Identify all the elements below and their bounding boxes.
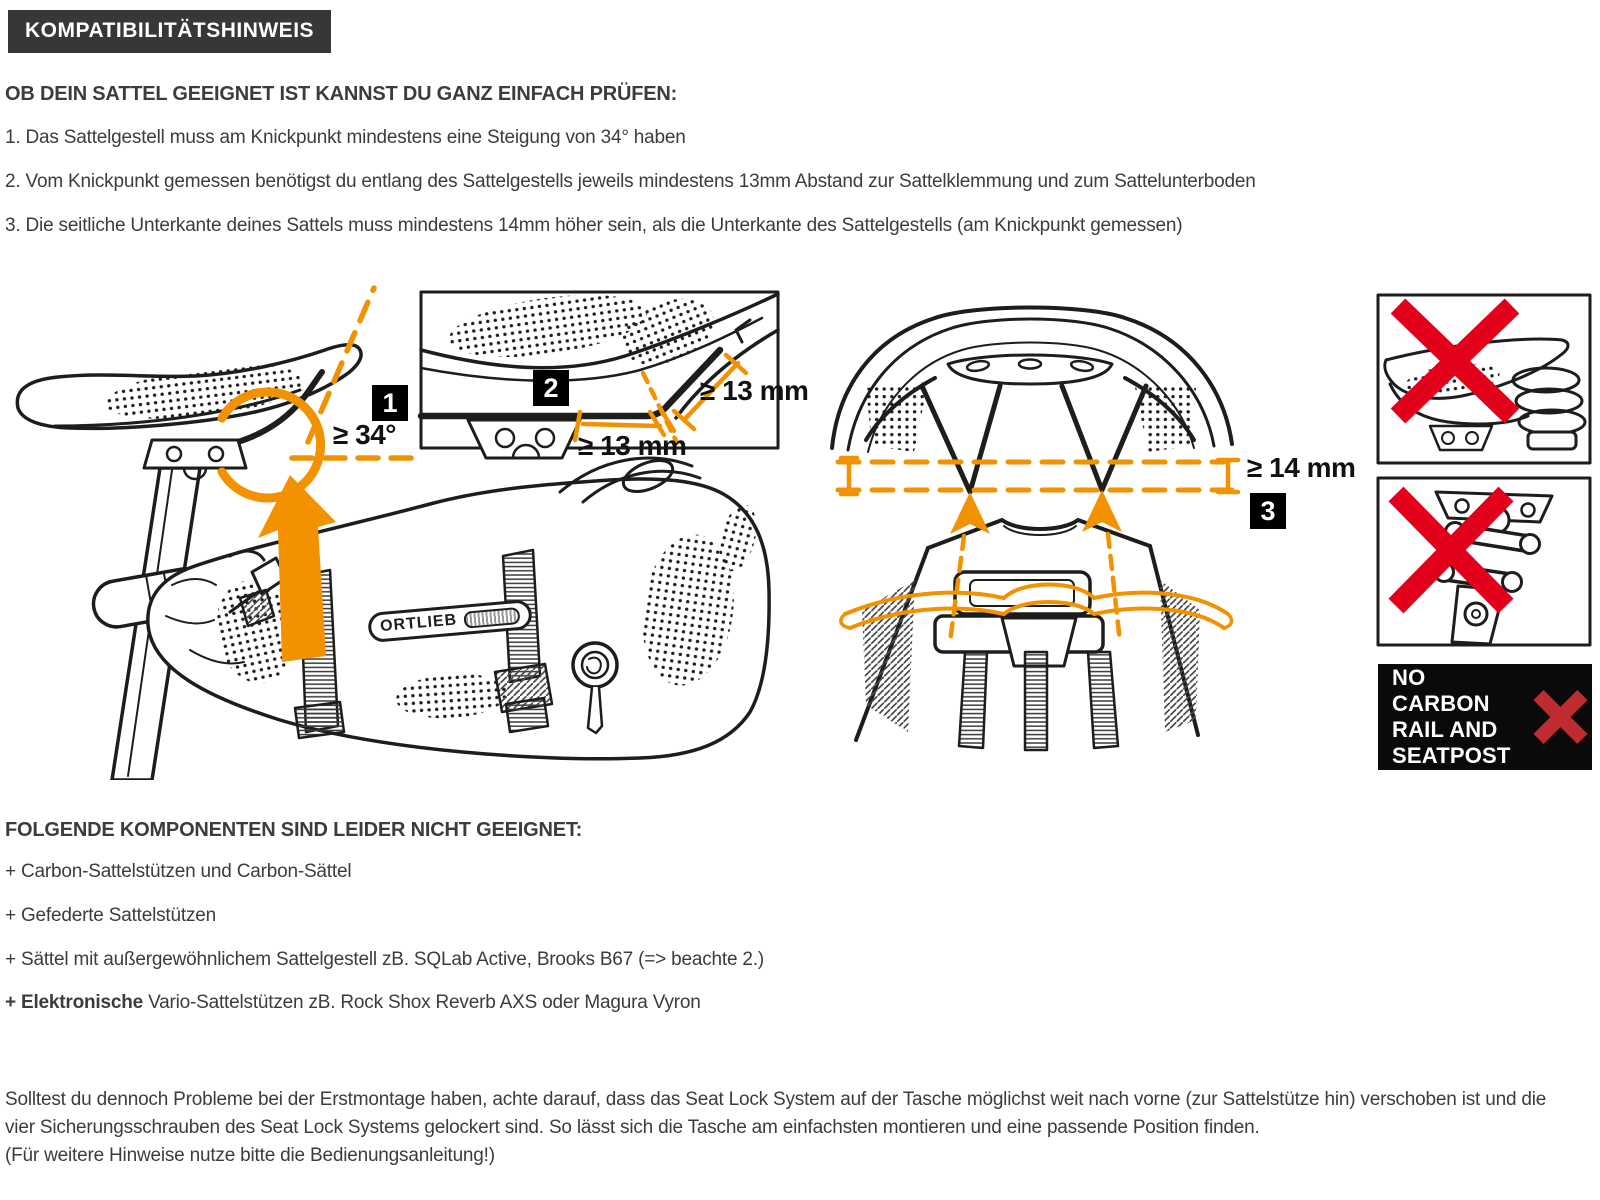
saddle-rear-view-illustration <box>832 308 1232 751</box>
no-carbon-x-icon <box>1529 684 1592 750</box>
step3-number-badge: 3 <box>1250 493 1286 529</box>
step1-angle-label: ≥ 34° <box>333 419 396 450</box>
measure-arrow-right <box>1082 490 1122 532</box>
unsuitable-item-2: + Gefederte Sattelstützen <box>5 905 216 926</box>
forbidden-suspension-seatpost-box <box>1378 478 1590 645</box>
no-carbon-badge <box>1378 664 1592 770</box>
check-item-1: 1. Das Sattelgestell muss am Knickpunkt mindestens eine Steigung von 34° haben <box>5 127 686 148</box>
check-item-2: 2. Vom Knickpunkt gemessen benötigst du entlang des Sattelgestells jeweils mindestens 13mm Abstand zur Sattelklemmung und zum Sattelunterboden <box>5 171 1256 192</box>
forbidden-sprung-saddle-box <box>1378 295 1590 463</box>
manual-note: (Für weitere Hinweise nutze bitte die Bedienungsanleitung!) <box>5 1145 495 1166</box>
step2-rail-clearance-label: ≥ 13 mm <box>700 375 809 406</box>
no-carbon-line3: SEATPOST <box>1392 743 1511 768</box>
unsuitable-item-1: + Carbon-Sattelstützen und Carbon-Sättel <box>5 861 352 882</box>
compatibility-diagram <box>0 280 1600 780</box>
step3-height-label: ≥ 14 mm <box>1247 452 1356 483</box>
unsuitable-item-4: + Elektronische Vario-Sattelstützen zB. Rock Shox Reverb AXS oder Magura Vyron <box>5 992 701 1013</box>
section-title-badge: KOMPATIBILITÄTSHINWEIS <box>8 10 331 53</box>
step2-number-badge: 2 <box>533 370 569 406</box>
diagram-line-art <box>0 280 1600 780</box>
no-carbon-line2: RAIL AND <box>1392 717 1498 742</box>
ortlieb-waterproof-pill <box>463 606 520 628</box>
ortlieb-logo-text: ORTLIEB <box>379 611 458 636</box>
step1-number-badge: 1 <box>372 385 408 421</box>
unsuitable-item-3: + Sättel mit außergewöhnlichem Sattelgestell zB. SQLab Active, Brooks B67 (=> beachte 2.) <box>5 949 764 970</box>
measure-arrow-left <box>950 492 990 534</box>
mounting-tip-paragraph <box>5 1086 1565 1170</box>
check-heading: OB DEIN SATTEL GEEIGNET IST KANNST DU GANZ EINFACH PRÜFEN: <box>5 83 678 105</box>
mounting-tip-text: Solltest du dennoch Probleme bei der Erstmontage haben, achte darauf, dass das Seat Lock System auf der Tasche möglichst weit nach vorne (zur Sattelstütze hin) verschoben ist und die vier Sicherungsschrauben des Seat Lock Systems gelockert sind. So lässt sich die Tasche am einfachsten montieren und eine passende Position finden. <box>5 1089 1547 1138</box>
unsuitable-heading: FOLGENDE KOMPONENTEN SIND LEIDER NICHT GEEIGNET: <box>5 819 583 841</box>
step2-clamp-clearance-label: ≥ 13 mm <box>578 430 687 461</box>
check-item-3: 3. Die seitliche Unterkante deines Sattels muss mindestens 14mm höher sein, als die Unterkante des Sattelgestells (am Knickpunkt gemessen) <box>5 215 1183 236</box>
no-carbon-line1: NO CARBON <box>1392 665 1490 716</box>
